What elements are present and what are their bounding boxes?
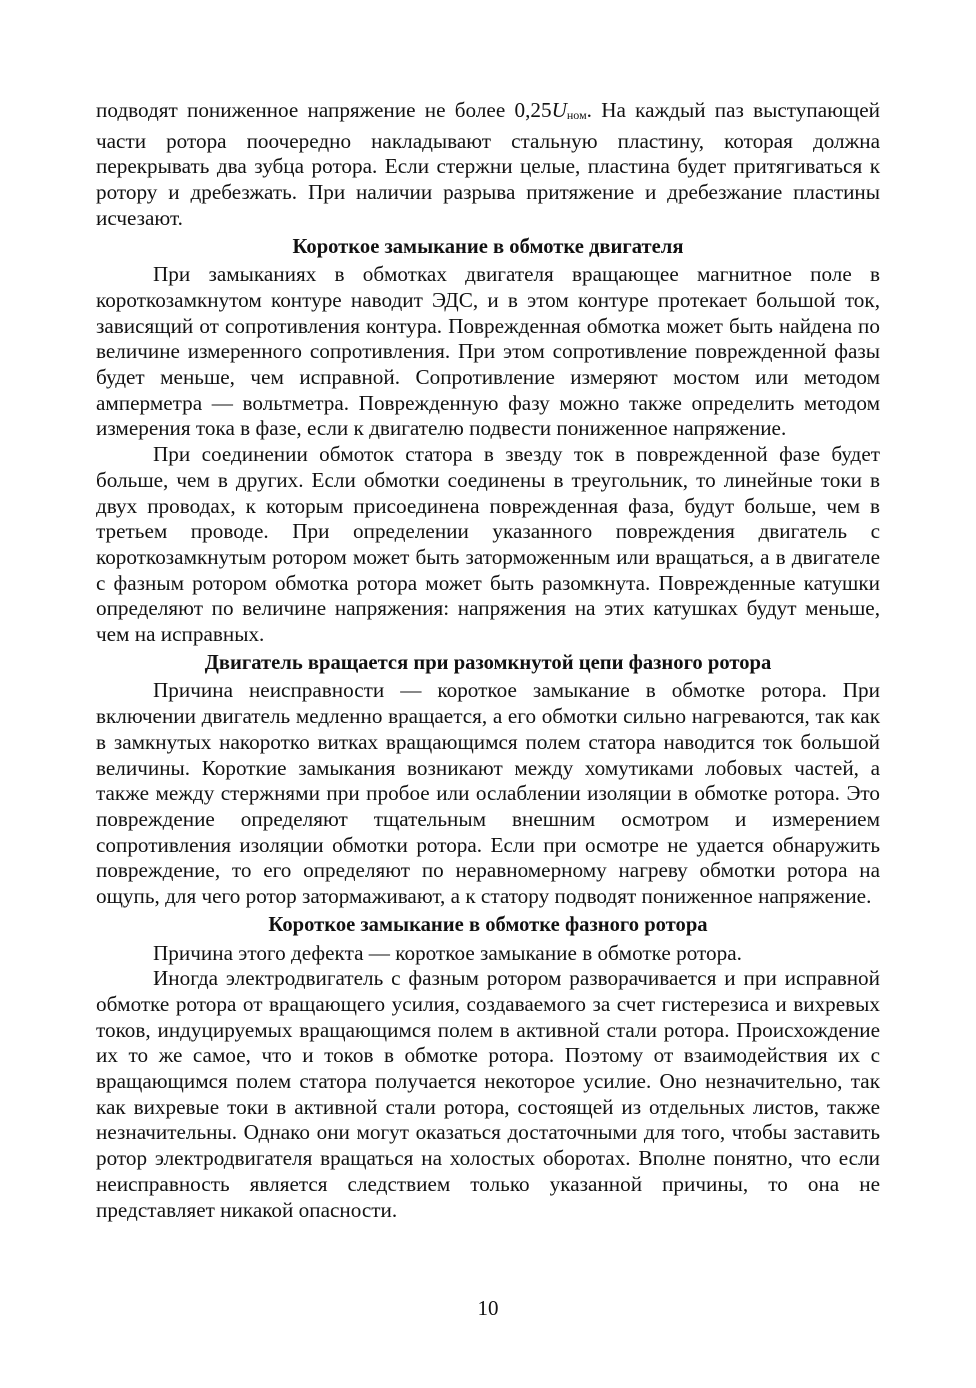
document-page (96, 98, 880, 1223)
paragraph-phase-rotor-2: Иногда электродвигатель с фазным ротором разворачивается и при исправной обмотке ротора от вращающего усилия, создаваемого за счет гистерезиса и вихревых токов, индуцируемых вращающимся полем в активной стали ротора. Происхождение их то же самое, что и токов в обмотке ротора. Поэтому от взаимодействия их с вращающимся полем статора получается некоторое усилие. Оно незначительно, так как вихревые токи в активной стали ротора, состоящей из отдельных листов, также незначительны. Однако они могут оказаться достаточными для того, чтобы заставить ротор электродвигателя вращаться на холостых оборотах. Вполне понятно, что если неисправность является следствием только указанной причины, то она не представляет никакой опасности. (96, 966, 880, 1222)
paragraph-winding-short-1: При замыканиях в обмотках двигателя вращающее магнитное поле в короткозамкнутом контуре наводит ЭДС, и в этом контуре протекает большой ток, зависящий от сопротивления контура. Поврежденная обмотка может быть найдена по величине измеренного сопротивления. При этом сопротивление поврежденной фазы будет меньше, чем исправной. Сопротивление измеряют мостом или методом амперметра — вольтметра. Поврежденную фазу можно также определить методом измерения тока в фазе, если к двигателю подвести пониженное напряжение. (96, 262, 880, 441)
paragraph-winding-short-2: При соединении обмоток статора в звезду ток в поврежденной фазе будет больше, чем в других. Если обмотки соединены в треугольник, то линейные токи в двух проводах, к которым присоединена поврежденная фаза, будут больше, чем в третьем проводе. При определении указанного повреждения двигатель с короткозамкнутым ротором может быть заторможенным или вращаться, а в двигателе с фазным ротором обмотка ротора может быть разомкнута. Поврежденные катушки определяют по величине напряжения: напряжения на этих катушках будут меньше, чем на исправных. (96, 442, 880, 647)
voltage-subscript: ном (566, 108, 587, 122)
page-number: 10 (477, 1296, 499, 1320)
opening-paragraph (96, 98, 880, 232)
section-heading-open-rotor-rotation: Двигатель вращается при разомкнутой цепи фазного ротора (204, 651, 772, 674)
opening-text-before-formula: подводят пониженное напряжение не более 0,25 (96, 98, 552, 122)
section-heading-motor-winding-short: Короткое замыкание в обмотке двигателя (292, 235, 684, 258)
voltage-symbol: U (551, 98, 567, 122)
opening-text-after-formula: . На каждый паз выступающей части ротора поочередно накладывают стальную пластину, которая должна перекрывать два зубца ротора. Если стержни целые, пластина будет притягиваться к ротору и дребезжать. При наличии разрыва притяжение и дребезжание пластины исчезают. (96, 98, 880, 230)
paragraph-open-rotor-1: Причина неисправности — короткое замыкание в обмотке ротора. При включении двигатель медленно вращается, а его обмотки сильно нагреваются, так как в замкнутых накоротко витках вращающимся полем статора наводится ток большой величины. Короткие замыкания возникают между хомутиками лобовых частей, а также между стержнями при пробое или ослаблении изоляции в обмотке ротора. Это повреждение определяют тщательным внешним осмотром и измерением сопротивления изоляции обмотки ротора. Если при осмотре не удается обнаружить повреждение, то его определяют по неравномерному нагреву обмотки ротора на ощупь, для чего ротор затормаживают, а к статору подводят пониженное напряжение. (96, 678, 880, 909)
section-heading-phase-rotor-short: Короткое замыкание в обмотке фазного ротора (268, 913, 708, 936)
paragraph-phase-rotor-1: Причина этого дефекта — короткое замыкание в обмотке ротора. (153, 940, 742, 965)
